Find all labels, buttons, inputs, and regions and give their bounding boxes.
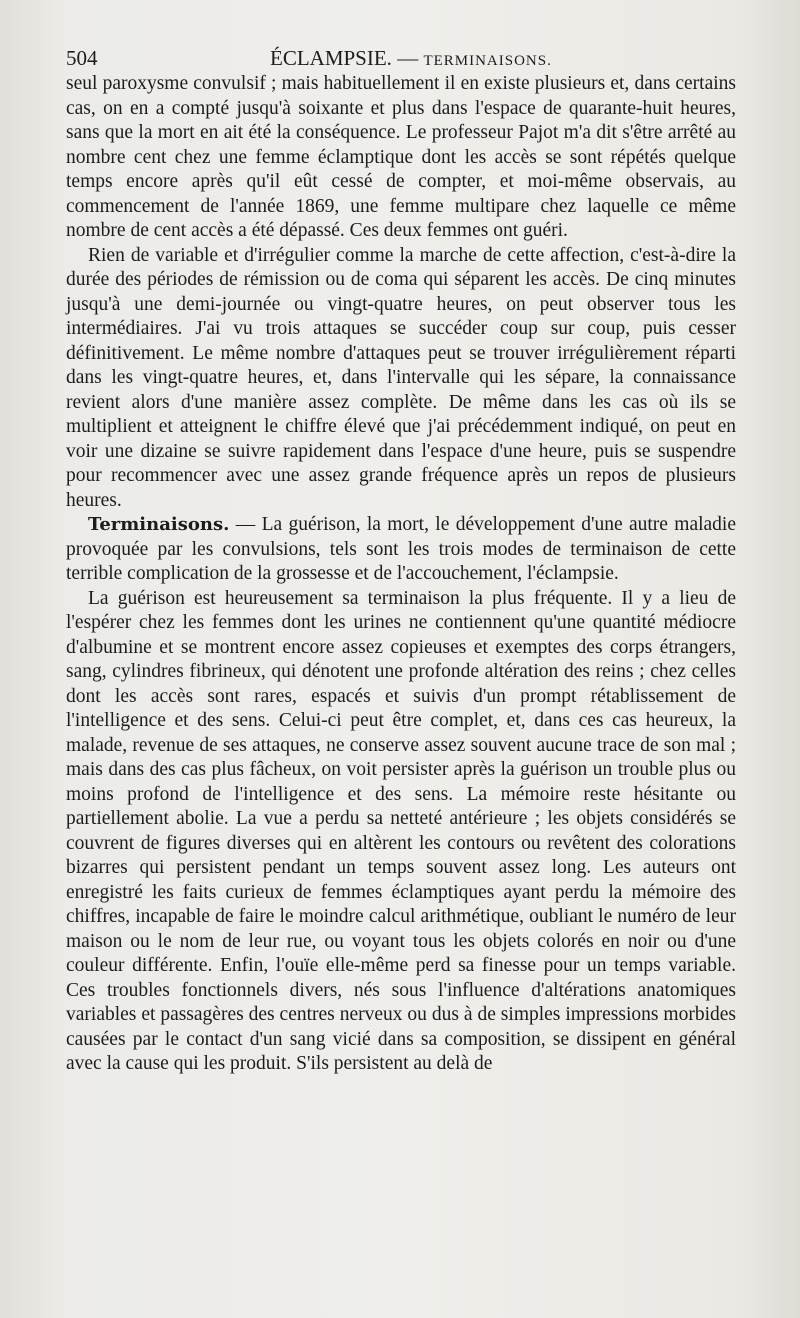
section-intro-text: — La guérison, la mort, le développement d'une autre maladie provoquée par les convulsions, tels sont les trois modes de terminaison de cette terrible complication de la grossesse et de l'accouchement, l'éclampsie. bbox=[66, 514, 736, 584]
paragraph: seul paroxysme convulsif ; mais habituellement il en existe plusieurs et, dans certains cas, on en a compté jusqu'à soixante et plus dans l'espace de quarante-huit heures, sans que la mort en ait été la conséquence. Le professeur Pajot m'a dit s'être arrêté au nombre cent chez une femme éclamptique dont les accès se sont répétés quelque temps encore après qu'il eût cessé de compter, et moi-même observais, au commencement de l'année 1869, une femme multipare chez laquelle ce même nombre de cent accès a été dépassé. Ces deux femmes ont guéri. bbox=[66, 73, 736, 241]
page-header bbox=[66, 44, 736, 72]
body-text bbox=[66, 72, 736, 1077]
running-head-separator: — bbox=[397, 46, 419, 70]
running-head-title: ÉCLAMPSIE. bbox=[270, 46, 392, 70]
paragraph: La guérison est heureusement sa terminaison la plus fréquente. Il y a lieu de l'espérer chez les femmes dont les urines ne contiennent qu'une quantité médiocre d'albumine et se montrent encore assez copieuses et exemptes des corps étrangers, sang, cylindres fibrineux, qui dénotent une profonde altération des reins ; chez celles dont les accès sont rares, espacés et suivis d'un prompt rétablissement de l'intelligence et des sens. Celui-ci peut être complet, et, dans ces cas heureux, la malade, revenue de ses attaques, ne conserve assez souvent aucune trace de son mal ; mais dans des cas plus fâcheux, on voit persister après la guérison un trouble plus ou moins profond de l'intelligence et des sens. La mémoire reste hésitante ou partiellement abolie. La vue a perdu sa netteté antérieure ; les objets considérés se couvrent de figures diverses qui en altèrent les contours ou revêtent des colorations bizarres qui persistent pendant un temps souvent assez long. Les auteurs ont enregistré les faits curieux de femmes éclamptiques ayant perdu la mémoire des chiffres, incapable de faire le moindre calcul arithmétique, oubliant le numéro de leur maison ou le nom de leur rue, ou voyant tous les objets colorés en noir ou d'une couleur différente. Enfin, l'ouïe elle-même perd sa finesse pour un temps variable. Ces troubles fonctionnels divers, nés sous l'influence d'altérations anatomiques variables et passagères des centres nerveux ou dus à de simples impressions morbides causées par le contact d'un sang vicié dans sa composition, se dissipent en général avec la cause qui les produit. S'ils persistent au delà de bbox=[66, 587, 736, 1074]
section-paragraph bbox=[66, 513, 736, 587]
running-head-subtitle: TERMINAISONS. bbox=[423, 53, 552, 69]
paragraph: Rien de variable et d'irrégulier comme la marche de cette affection, c'est-à-dire la durée des périodes de rémission ou de coma qui séparent les accès. De cinq minutes jusqu'à une demi-journée ou vingt-quatre heures, on peut observer tous les intermédiaires. J'ai vu trois attaques se succéder coup sur coup, puis cesser définitivement. Le même nombre d'attaques peut se trouver irrégulièrement réparti dans les vingt-quatre heures, et, dans l'intervalle qui les sépare, la connaissance revient alors d'une manière assez complète. De même dans les cas où ils se multiplient et atteignent le chiffre élevé que j'ai précédemment indiqué, on peut en voir une dizaine se suivre rapidement dans l'espace d'une heure, puis se suspendre pour recommencer avec une assez grande fréquence après un repos de plusieurs heures. bbox=[66, 244, 736, 511]
running-head bbox=[270, 44, 552, 75]
page-number: 504 bbox=[66, 46, 98, 70]
section-heading: Terminaisons. bbox=[88, 514, 230, 535]
